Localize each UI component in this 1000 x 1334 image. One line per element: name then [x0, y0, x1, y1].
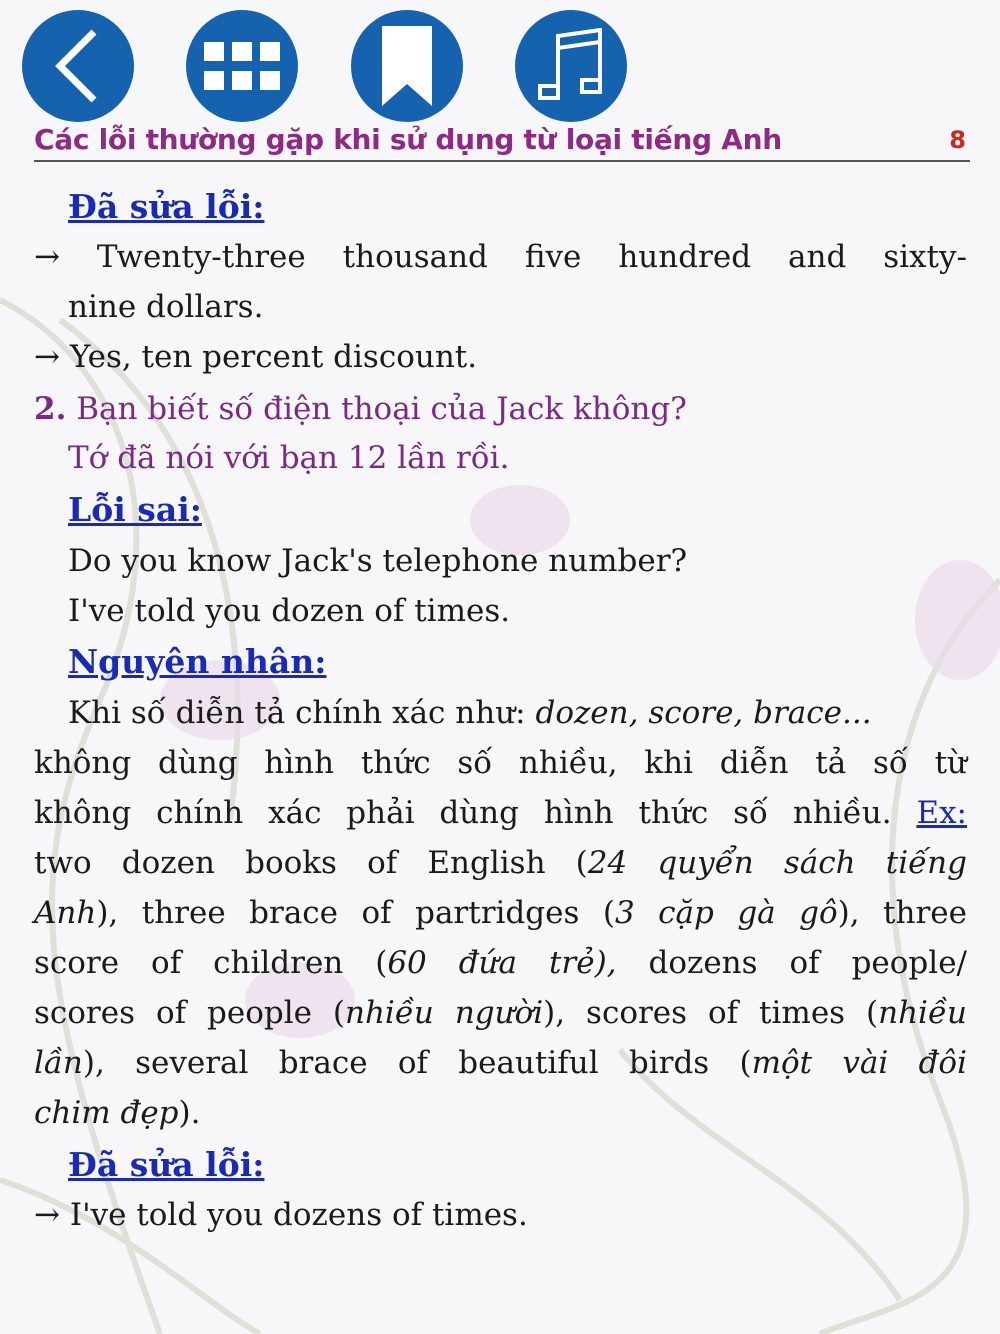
corrected-line: nine dollars.: [68, 289, 264, 325]
cause-text-italic: Anh: [34, 895, 97, 931]
error-line: I've told you dozen of times.: [68, 593, 511, 629]
cause-line: [34, 788, 967, 838]
cause-line: không dùng hình thức số nhiều, khi diễn tả số từ: [34, 745, 967, 781]
cause-line: [34, 1088, 967, 1138]
cause-text-italic: 60 đứa trẻ),: [387, 945, 617, 981]
cause-text: không chính xác phải dùng hình thức số nhiều.: [34, 795, 917, 831]
cause-text: Khi số diễn tả chính xác như:: [68, 695, 536, 731]
page-number: 8: [949, 126, 966, 154]
cause-line: [34, 888, 967, 938]
cause-text: dozens of people/: [616, 945, 967, 981]
corrected-heading: Đã sửa lỗi:: [68, 1145, 265, 1184]
cause-text-italic: nhiều: [878, 995, 967, 1031]
contents-grid-button[interactable]: [186, 10, 298, 122]
corrected-line: → Yes, ten percent discount.: [34, 339, 478, 375]
page-title: Các lỗi thường gặp khi sử dụng từ loại tiếng Anh: [34, 123, 782, 156]
corrected-heading: Đã sửa lỗi:: [68, 187, 265, 226]
chevron-left-icon: [48, 26, 108, 106]
cause-line: [34, 838, 967, 888]
cause-line: [68, 688, 967, 738]
cause-text: ).: [178, 1095, 201, 1131]
music-button[interactable]: [515, 10, 627, 122]
toolbar: [0, 0, 1000, 125]
back-button[interactable]: [22, 10, 134, 122]
cause-text-italic: một vài đôi: [751, 1045, 967, 1081]
answer-text: Tớ đã nói với bạn 12 lần rồi.: [68, 440, 510, 476]
cause-text: scores of people (: [34, 995, 345, 1031]
corrected-line: → Twenty-three thousand five hundred and sixty-: [34, 239, 967, 275]
cause-line: [34, 988, 967, 1038]
question-line: [34, 384, 967, 434]
page-header: [34, 122, 970, 162]
cause-text-italic: 3 cặp gà gô: [614, 895, 838, 931]
cause-text-italic: dozen, score, brace...: [535, 695, 872, 731]
bookmark-button[interactable]: [351, 10, 463, 122]
music-note-icon: [538, 28, 604, 104]
cause-line: [34, 938, 967, 988]
cause-text-italic: nhiều người: [345, 995, 544, 1031]
question-text: Bạn biết số điện thoại của Jack không?: [66, 391, 687, 427]
question-number: 2.: [34, 391, 67, 427]
cause-text: ), scores of times (: [543, 995, 879, 1031]
cause-text: two dozen books of English (: [34, 845, 588, 881]
cause-text: score of children (: [34, 945, 388, 981]
cause-text: ), three: [837, 895, 967, 931]
cause-heading: Nguyên nhân:: [68, 642, 327, 681]
cause-text-italic: lần: [34, 1045, 83, 1081]
cause-line: [34, 1038, 967, 1088]
bookmark-icon: [382, 26, 432, 106]
error-line: Do you know Jack's telephone number?: [68, 543, 688, 579]
grid-icon: [204, 42, 280, 90]
corrected-line: → I've told you dozens of times.: [34, 1197, 528, 1233]
cause-text-italic: chim đẹp: [34, 1095, 179, 1131]
cause-text-italic: 24 quyển sách tiếng: [587, 845, 967, 881]
error-heading: Lỗi sai:: [68, 490, 202, 529]
cause-text: ), several brace of beautiful birds (: [82, 1045, 752, 1081]
example-link[interactable]: Ex:: [916, 795, 967, 831]
cause-text: ), three brace of partridges (: [96, 895, 615, 931]
